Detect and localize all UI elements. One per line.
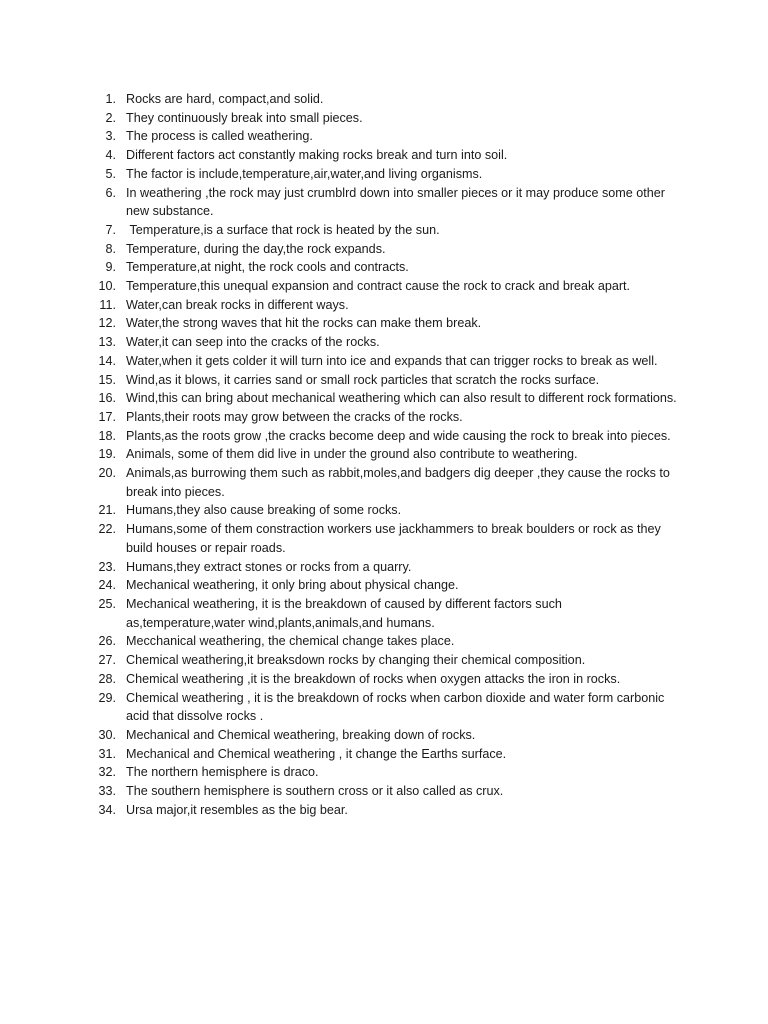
item-number: 6. <box>105 185 116 200</box>
item-number: 9. <box>105 260 116 275</box>
item-text: Temperature,at night, the rock cools and contracts. <box>126 260 409 275</box>
item-number: 5. <box>105 166 116 181</box>
item-number: 32. <box>98 765 116 780</box>
item-number: 22. <box>98 522 116 537</box>
item-text: Humans,some of them constraction workers use jackhammers to break boulders or rock as they build houses or repair roads. <box>126 522 665 555</box>
item-text: Plants,as the roots grow ,the cracks become deep and wide causing the rock to break into pieces. <box>126 428 671 443</box>
item-text: Humans,they extract stones or rocks from a quarry. <box>126 559 412 574</box>
item-text: Animals, some of them did live in under the ground also contribute to weathering. <box>126 447 578 462</box>
list-item <box>0 109 768 128</box>
item-text: The process is called weathering. <box>126 129 313 144</box>
list-item <box>0 240 768 259</box>
list-item <box>0 520 768 557</box>
list-item <box>0 314 768 333</box>
item-number: 1. <box>105 92 116 106</box>
item-text: Mecchanical weathering, the chemical change takes place. <box>126 634 455 649</box>
item-number: 4. <box>105 148 116 163</box>
numbered-list <box>0 90 768 819</box>
item-text: Animals,as burrowing them such as rabbit,moles,and badgers dig deeper ,they cause the rocks to break into pieces. <box>126 466 674 499</box>
item-number: 15. <box>98 372 116 387</box>
item-text: In weathering ,the rock may just crumblrd down into smaller pieces or it may produce some other new substance. <box>126 185 669 219</box>
item-number: 17. <box>98 409 116 424</box>
item-text: Wind,as it blows, it carries sand or small rock particles that scratch the rocks surface. <box>126 372 600 387</box>
item-number: 16. <box>98 391 116 406</box>
list-item <box>0 408 768 427</box>
list-item <box>0 763 768 782</box>
item-text: Different factors act constantly making rocks break and turn into soil. <box>126 148 508 163</box>
item-text: Water,can break rocks in different ways. <box>126 297 349 312</box>
item-number: 24. <box>98 578 116 593</box>
list-item <box>0 782 768 801</box>
item-number: 18. <box>98 428 116 443</box>
item-number: 20. <box>98 466 116 481</box>
item-text: The northern hemisphere is draco. <box>126 765 319 780</box>
list-item <box>0 371 768 390</box>
item-text: Chemical weathering , it is the breakdown of rocks when carbon dioxide and water form carbonic acid that dissolve rocks . <box>126 690 668 724</box>
list-item <box>0 90 768 109</box>
list-item <box>0 333 768 352</box>
item-text: Humans,they also cause breaking of some rocks. <box>126 503 402 518</box>
list-item <box>0 576 768 595</box>
list-item <box>0 258 768 277</box>
item-text: Ursa major,it resembles as the big bear. <box>126 802 348 817</box>
item-number: 25. <box>98 596 116 611</box>
item-text: Plants,their roots may grow between the cracks of the rocks. <box>126 409 463 424</box>
list-item <box>0 427 768 446</box>
list-item <box>0 445 768 464</box>
item-number: 27. <box>98 653 116 668</box>
item-text: The factor is include,temperature,air,water,and living organisms. <box>126 166 483 181</box>
item-number: 11. <box>99 297 116 312</box>
list-item <box>0 127 768 146</box>
item-text: Water,it can seep into the cracks of the rocks. <box>126 335 380 350</box>
list-item <box>0 726 768 745</box>
item-text: Temperature,is a surface that rock is heated by the sun. <box>126 222 440 237</box>
list-item <box>0 801 768 820</box>
list-item <box>0 595 768 632</box>
list-item <box>0 296 768 315</box>
item-number: 23. <box>98 559 116 574</box>
item-text: Chemical weathering ,it is the breakdown of rocks when oxygen attacks the iron in rocks. <box>126 671 621 686</box>
list-item <box>0 221 768 240</box>
item-number: 10. <box>98 279 116 294</box>
list-item <box>0 745 768 764</box>
item-text: Water,when it gets colder it will turn into ice and expands that can trigger rocks to break as well. <box>126 353 658 368</box>
item-number: 30. <box>98 727 116 742</box>
item-text: Temperature, during the day,the rock expands. <box>126 241 386 256</box>
list-item <box>0 352 768 371</box>
item-text: Mechanical weathering, it only bring about physical change. <box>126 578 459 593</box>
item-number: 31. <box>98 746 116 761</box>
item-number: 28. <box>98 671 116 686</box>
list-item <box>0 165 768 184</box>
item-number: 21. <box>98 503 116 518</box>
item-text: Mechanical and Chemical weathering, breaking down of rocks. <box>126 727 476 742</box>
item-text: They continuously break into small pieces. <box>126 110 363 125</box>
list-item <box>0 464 768 501</box>
item-number: 19. <box>98 447 116 462</box>
item-text: Rocks are hard, compact,and solid. <box>126 92 324 106</box>
item-text: Mechanical and Chemical weathering , it change the Earths surface. <box>126 746 507 761</box>
item-text: Chemical weathering,it breaksdown rocks by changing their chemical composition. <box>126 653 586 668</box>
item-number: 2. <box>105 110 116 125</box>
item-number: 12. <box>98 316 116 331</box>
item-number: 33. <box>98 784 116 799</box>
item-text: Water,the strong waves that hit the rocks can make them break. <box>126 316 482 331</box>
item-number: 26. <box>98 634 116 649</box>
item-text: Temperature,this unequal expansion and contract cause the rock to crack and break apart. <box>126 279 631 294</box>
list-item <box>0 689 768 726</box>
list-item <box>0 651 768 670</box>
list-item <box>0 146 768 165</box>
item-number: 34. <box>98 802 116 817</box>
item-number: 7. <box>105 222 116 237</box>
list-item <box>0 389 768 408</box>
item-number: 8. <box>105 241 116 256</box>
list-item <box>0 670 768 689</box>
item-number: 3. <box>105 129 116 144</box>
item-number: 13. <box>98 335 116 350</box>
list-item <box>0 558 768 577</box>
item-number: 29. <box>98 690 116 705</box>
item-text: Wind,this can bring about mechanical weathering which can also result to different rock formations. <box>126 391 677 406</box>
item-number: 14. <box>98 353 116 368</box>
list-item <box>0 277 768 296</box>
list-item <box>0 632 768 651</box>
item-text: Mechanical weathering, it is the breakdown of caused by different factors such as,temperature,water wind,plants,animals,and humans. <box>126 596 566 630</box>
item-text: The southern hemisphere is southern cross or it also called as crux. <box>126 784 504 799</box>
list-item <box>0 184 768 221</box>
list-item <box>0 501 768 520</box>
